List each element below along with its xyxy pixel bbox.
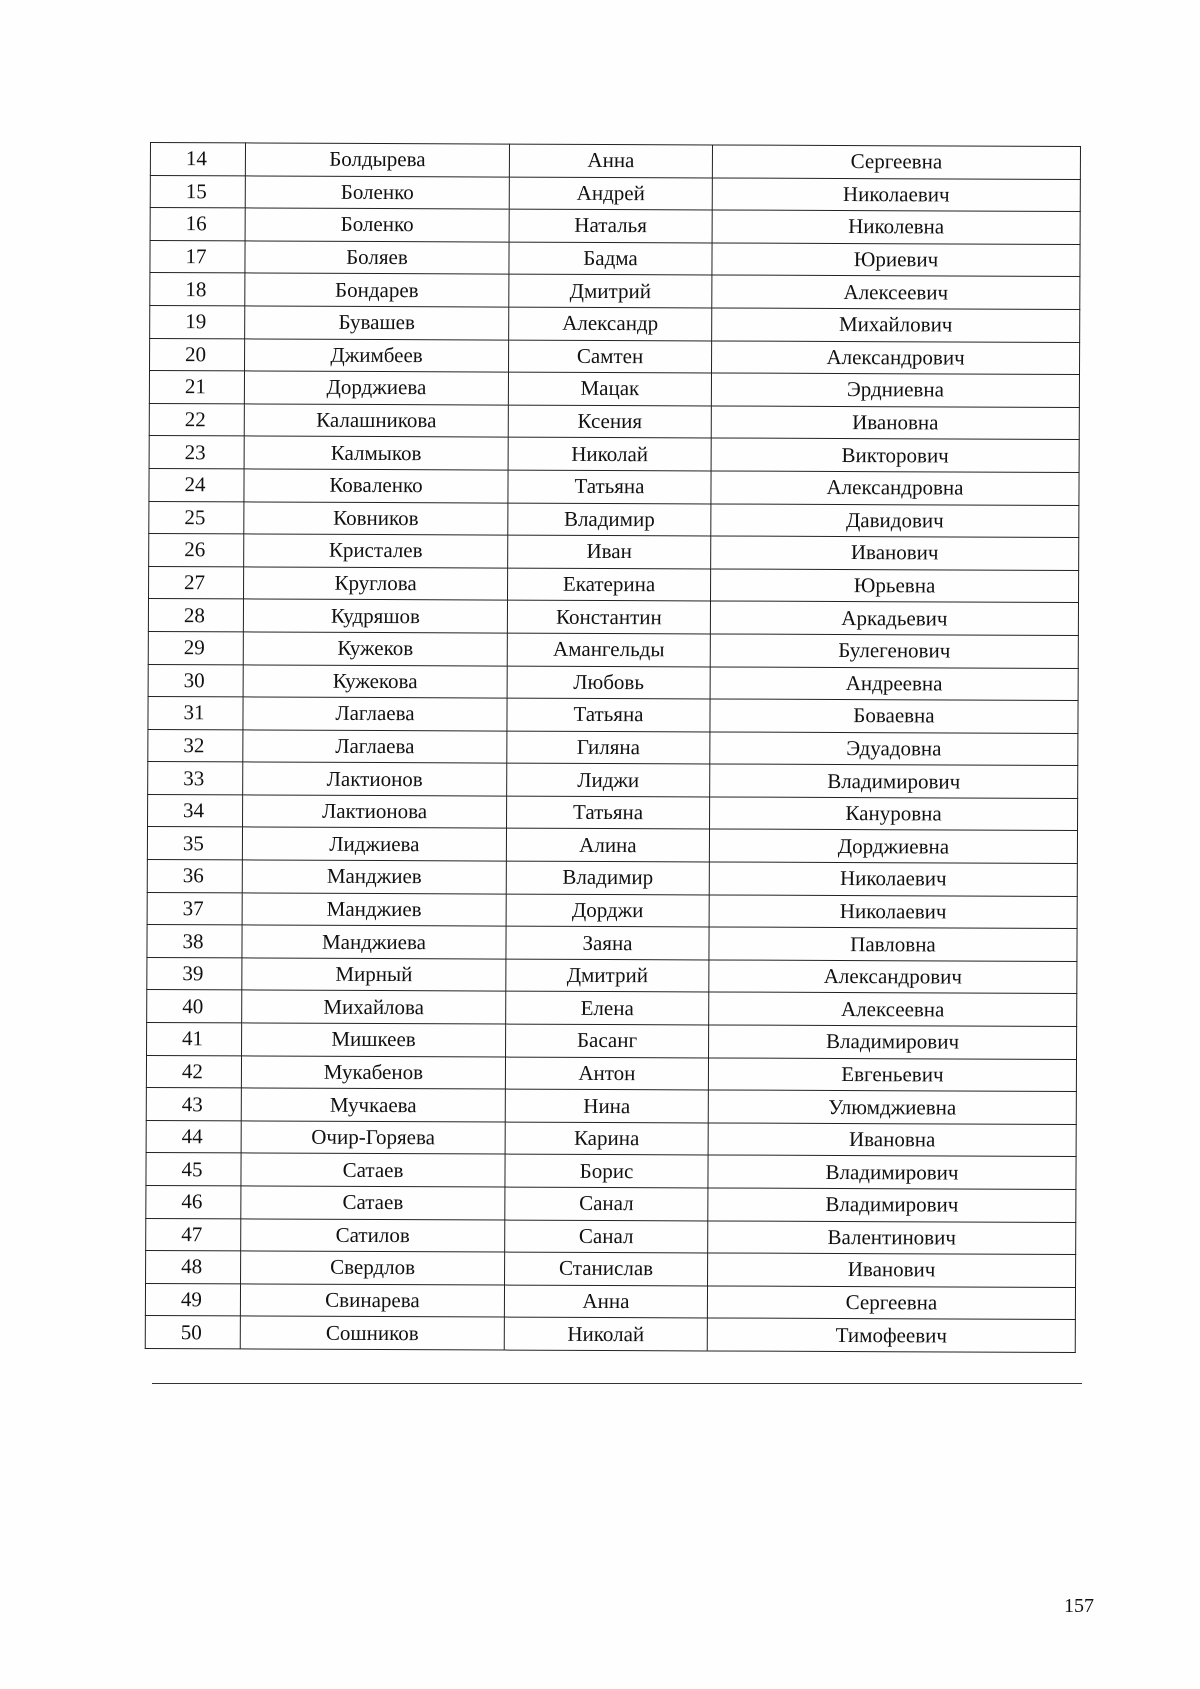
patronymic-cell: Сергеевна [707,1286,1075,1320]
first-name-cell: Гиляна [507,731,710,764]
table-row [146,1153,1076,1190]
row-number-cell: 41 [147,1023,242,1056]
last-name-cell: Калашникова [244,404,508,438]
last-name-cell: Кудряшов [243,599,507,633]
last-name-cell: Мукабенов [241,1056,505,1090]
patronymic-cell: Кануровна [710,797,1078,831]
first-name-cell: Александр [509,307,712,340]
row-number-cell: 42 [146,1055,241,1088]
patronymic-cell: Давидович [711,503,1079,537]
table-row [149,371,1079,408]
last-name-cell: Боленко [245,208,509,242]
patronymic-cell: Боваевна [710,699,1078,733]
row-number-cell: 15 [150,175,245,208]
row-number-cell: 50 [145,1316,240,1349]
patronymic-cell: Николаевич [712,178,1080,212]
row-number-cell: 22 [149,403,244,436]
row-number-cell: 31 [148,697,243,730]
patronymic-cell: Иванович [711,536,1079,570]
first-name-cell: Елена [506,991,709,1024]
last-name-cell: Мишкеев [242,1023,506,1057]
row-number-cell: 36 [147,860,242,893]
patronymic-cell: Владимирович [708,1155,1076,1189]
patronymic-cell: Николевна [712,210,1080,244]
table-row [148,794,1078,831]
patronymic-cell: Аркадьевич [710,601,1078,635]
row-number-cell: 23 [149,436,244,469]
last-name-cell: Лаглаева [243,697,507,731]
row-number-cell: 40 [147,990,242,1023]
last-name-cell: Кристалев [244,534,508,568]
patronymic-cell: Дорджиевна [709,829,1077,863]
table-row [150,208,1080,245]
table-row [147,1023,1077,1060]
first-name-cell: Заяна [506,926,709,959]
last-name-cell: Лаглаева [243,730,507,764]
table-row [148,599,1078,636]
row-number-cell: 43 [146,1088,241,1121]
last-name-cell: Михайлова [242,990,506,1024]
row-number-cell: 45 [146,1153,241,1186]
table-row [148,697,1078,734]
table-row [149,501,1079,538]
first-name-cell: Константин [507,600,710,633]
table-row [146,1218,1076,1255]
patronymic-cell: Юрьевна [711,569,1079,603]
row-number-cell: 16 [150,208,245,241]
first-name-cell: Татьяна [507,796,710,829]
first-name-cell: Лиджи [507,763,710,796]
row-number-cell: 17 [150,240,245,273]
row-number-cell: 38 [147,925,242,958]
table-row [147,827,1077,864]
table-row [150,240,1080,277]
table-row [150,175,1080,212]
patronymic-cell: Юриевич [712,243,1080,277]
row-number-cell: 30 [148,664,243,697]
last-name-cell: Бондарев [245,273,509,307]
table-row [150,143,1080,180]
row-number-cell: 19 [150,305,245,338]
table-row [148,762,1078,799]
last-name-cell: Кужекова [243,664,507,698]
first-name-cell: Дорджи [506,894,709,927]
last-name-cell: Мирный [242,958,506,992]
table-row [149,403,1079,440]
last-name-cell: Бувашев [245,306,509,340]
row-number-cell: 47 [146,1218,241,1251]
first-name-cell: Татьяна [508,470,711,503]
patronymic-cell: Ивановна [708,1123,1076,1157]
first-name-cell: Карина [505,1122,708,1155]
last-name-cell: Лактионов [243,762,507,796]
patronymic-cell: Николаевич [709,862,1077,896]
name-table-body [145,143,1080,1353]
row-number-cell: 27 [149,566,244,599]
first-name-cell: Антон [505,1057,708,1090]
last-name-cell: Свинарева [240,1284,504,1318]
row-number-cell: 34 [148,794,243,827]
patronymic-cell: Владимирович [708,1188,1076,1222]
first-name-cell: Владимир [506,861,709,894]
last-name-cell: Очир-Горяева [241,1121,505,1155]
last-name-cell: Боляев [245,241,509,275]
row-number-cell: 33 [148,762,243,795]
table-row [145,1283,1075,1320]
patronymic-cell: Иванович [708,1253,1076,1287]
table-row [145,1316,1075,1353]
first-name-cell: Амангельды [507,633,710,666]
name-table [145,142,1081,1353]
row-number-cell: 49 [145,1283,240,1316]
table-row [146,1088,1076,1125]
last-name-cell: Болдырева [245,143,509,177]
patronymic-cell: Евгеньевич [708,1058,1076,1092]
table-row [150,305,1080,342]
first-name-cell: Татьяна [507,698,710,731]
table-row [149,436,1079,473]
last-name-cell: Сатаев [241,1186,505,1220]
first-name-cell: Станислав [505,1252,708,1285]
patronymic-cell: Булегенович [710,634,1078,668]
table-row [146,1185,1076,1222]
row-number-cell: 25 [149,501,244,534]
first-name-cell: Санал [505,1187,708,1220]
first-name-cell: Ксения [508,405,711,438]
patronymic-cell: Эдуадовна [710,732,1078,766]
first-name-cell: Владимир [508,503,711,536]
row-number-cell: 37 [147,892,242,925]
last-name-cell: Коваленко [244,469,508,503]
first-name-cell: Бадма [509,242,712,275]
table-row [147,925,1077,962]
patronymic-cell: Александрович [709,960,1077,994]
patronymic-cell: Александрович [711,341,1079,375]
row-number-cell: 48 [146,1251,241,1284]
last-name-cell: Лактионова [243,795,507,829]
row-number-cell: 29 [148,631,243,664]
last-name-cell: Сатилов [241,1219,505,1253]
table-row [150,338,1080,375]
first-name-cell: Николай [508,437,711,470]
first-name-cell: Анна [509,144,712,177]
table-row [147,957,1077,994]
first-name-cell: Мацак [508,372,711,405]
table-row [147,892,1077,929]
patronymic-cell: Алексеевна [709,992,1077,1026]
patronymic-cell: Алексеевич [712,275,1080,309]
page-number: 157 [1064,1595,1094,1617]
last-name-cell: Манджиев [242,860,506,894]
patronymic-cell: Викторович [711,438,1079,472]
last-name-cell: Ковников [244,501,508,535]
first-name-cell: Наталья [509,209,712,242]
table-row [147,990,1077,1027]
row-number-cell: 21 [149,371,244,404]
table-row [149,468,1079,505]
table-row [149,566,1079,603]
last-name-cell: Сатаев [241,1153,505,1187]
patronymic-cell: Улюмджиевна [708,1090,1076,1124]
patronymic-cell: Эрдниевна [711,373,1079,407]
last-name-cell: Кужеков [243,632,507,666]
first-name-cell: Андрей [509,177,712,210]
first-name-cell: Екатерина [508,568,711,601]
first-name-cell: Дмитрий [509,274,712,307]
last-name-cell: Круглова [244,567,508,601]
row-number-cell: 39 [147,957,242,990]
first-name-cell: Николай [504,1317,707,1350]
last-name-cell: Свердлов [241,1251,505,1285]
first-name-cell: Самтен [508,340,711,373]
last-name-cell: Дорджиева [244,371,508,405]
table-row [146,1055,1076,1092]
row-number-cell: 28 [148,599,243,632]
table-row [148,729,1078,766]
last-name-cell: Мучкаева [241,1088,505,1122]
patronymic-cell: Сергеевна [712,145,1080,179]
patronymic-cell: Александровна [711,471,1079,505]
patronymic-cell: Владимирович [709,1025,1077,1059]
table-row [147,860,1077,897]
first-name-cell: Анна [504,1285,707,1318]
first-name-cell: Санал [505,1220,708,1253]
first-name-cell: Алина [506,829,709,862]
last-name-cell: Джимбеев [245,338,509,372]
first-name-cell: Дмитрий [506,959,709,992]
row-number-cell: 14 [150,143,245,176]
table-row [146,1251,1076,1288]
table-row [148,664,1078,701]
row-number-cell: 35 [147,827,242,860]
first-name-cell: Нина [505,1089,708,1122]
patronymic-cell: Михайлович [712,308,1080,342]
row-number-cell: 18 [150,273,245,306]
table-row [149,534,1079,571]
table-row [146,1120,1076,1157]
patronymic-cell: Валентинович [708,1221,1076,1255]
patronymic-cell: Тимофеевич [707,1318,1075,1352]
first-name-cell: Любовь [507,666,710,699]
first-name-cell: Иван [508,535,711,568]
footer-divider [152,1383,1082,1384]
last-name-cell: Сошников [240,1316,504,1350]
row-number-cell: 44 [146,1120,241,1153]
first-name-cell: Борис [505,1154,708,1187]
row-number-cell: 24 [149,468,244,501]
last-name-cell: Манджиев [242,893,506,927]
table-row [148,631,1078,668]
last-name-cell: Калмыков [244,436,508,470]
table-row [150,273,1080,310]
patronymic-cell: Николаевич [709,895,1077,929]
row-number-cell: 26 [149,534,244,567]
last-name-cell: Лиджиева [242,827,506,861]
patronymic-cell: Ивановна [711,406,1079,440]
first-name-cell: Басанг [506,1024,709,1057]
patronymic-cell: Андреевна [710,666,1078,700]
last-name-cell: Манджиева [242,925,506,959]
row-number-cell: 32 [148,729,243,762]
patronymic-cell: Павловна [709,927,1077,961]
row-number-cell: 46 [146,1185,241,1218]
row-number-cell: 20 [150,338,245,371]
patronymic-cell: Владимирович [710,764,1078,798]
last-name-cell: Боленко [245,176,509,210]
